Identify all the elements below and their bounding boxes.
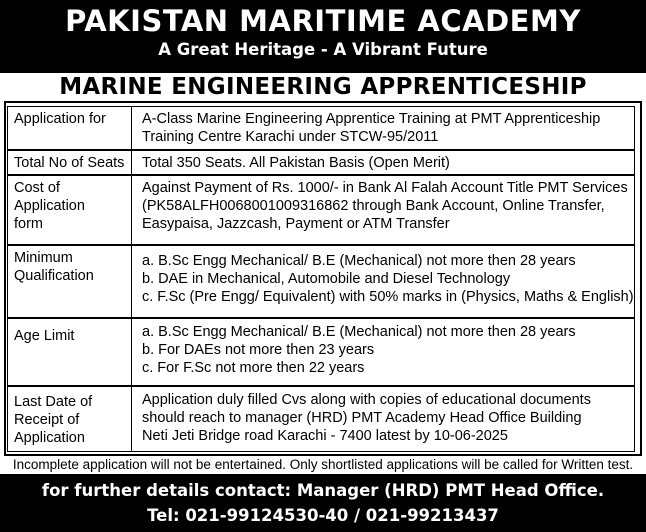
row-label: Age Limit [8,319,132,385]
row-label: Cost of Application form [8,176,132,244]
program-title: MARINE ENGINEERING APPRENTICESHIP [59,74,587,100]
row-application-for [7,106,635,150]
telephone-line: Tel: 021-99124530-40 / 021-99213437 [147,506,499,525]
row-age-limit [7,318,635,386]
footer-banner [0,474,646,532]
row-value: Total 350 Seats. All Pakistan Basis (Open Merit) [142,155,450,171]
row-minimum-qualification [7,245,635,318]
row-cost-of-application [7,175,635,245]
row-value: A-Class Marine Engineering Apprentice Training at PMT Apprenticeship Training Centre Karachi under STCW-95/2011 [142,111,601,145]
row-total-seats [7,150,635,175]
row-label: Application for [8,107,132,149]
row-label: Total No of Seats [8,151,132,174]
row-label: Last Date of Receipt of Application [8,387,132,451]
row-value: Application duly filled Cvs along with copies of educational documents should reach to manager (HRD) PMT Academy Head Office Building Neti Jeti Bridge road Karachi - 7400 latest by 10-06-2025 [142,392,591,444]
incomplete-application-note: Incomplete application will not be entertained. Only shortlisted applications will be called for Written test. [12,457,634,472]
academy-title: PAKISTAN MARITIME ACADEMY [65,4,581,38]
row-value: a. B.Sc Engg Mechanical/ B.E (Mechanical) not more then 28 years b. DAE in Mechanical, Automobile and Diesel Technology c. F.Sc (Pre Engg/ Equivalent) with 50% marks in (Physics, Maths & English) [142,253,634,305]
row-value: Against Payment of Rs. 1000/- in Bank Al Falah Account Title PMT Services (PK58ALFH0068001009316862 through Bank Account, Online Transfer, Easypaisa, Jazzcash, Payment or ATM Transfer [142,180,628,232]
contact-line: for further details contact: Manager (HRD) PMT Head Office. [41,481,605,500]
row-label: Minimum Qualification [8,246,132,317]
header-banner [0,0,646,73]
academy-tagline: A Great Heritage - A Vibrant Future [158,40,488,59]
row-value: a. B.Sc Engg Mechanical/ B.E (Mechanical) not more then 28 years b. For DAEs not more then 23 years c. For F.Sc not more then 22 years [142,324,576,376]
row-last-date [7,386,635,452]
